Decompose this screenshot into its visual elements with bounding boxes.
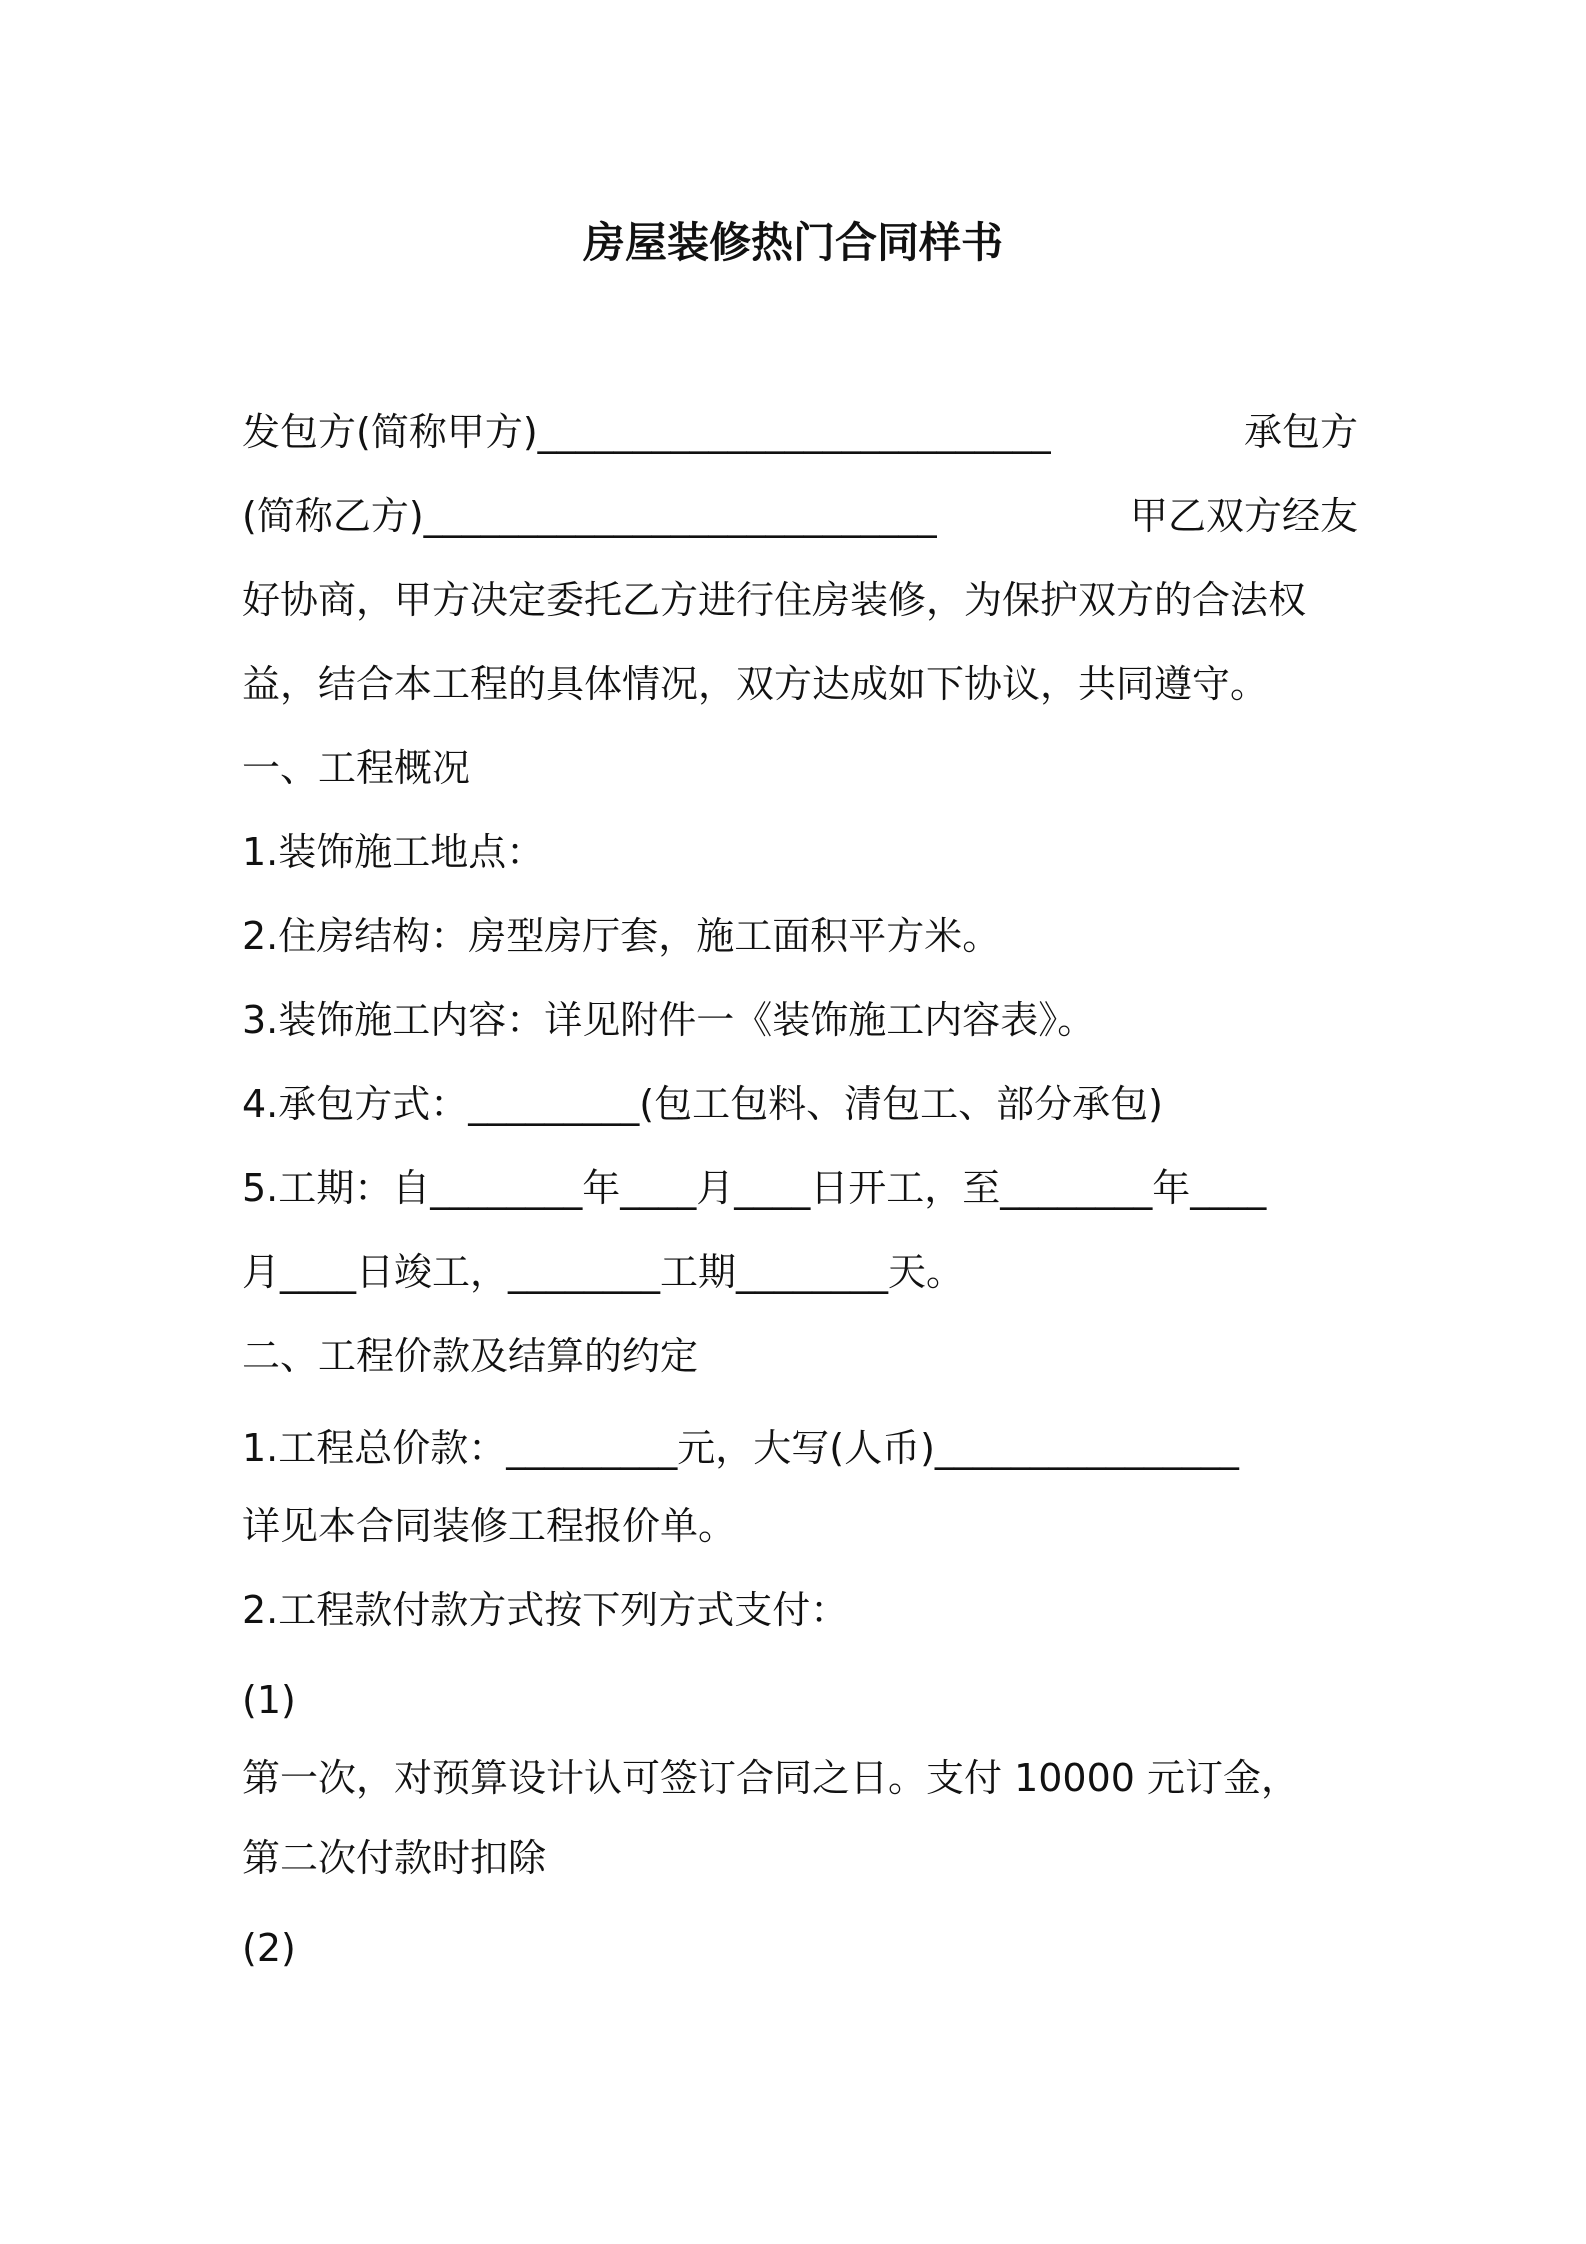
clause-line: 月____日竣工，________工期________天。 — [242, 1250, 965, 1294]
clause-line: 1.工程总价款：_________元，大写(人币)________________ — [242, 1426, 1239, 1470]
party-b-line — [242, 490, 1358, 542]
clause-line: 1.装饰施工地点： — [242, 830, 545, 874]
intro-line: 益，结合本工程的具体情况，双方达成如下协议，共同遵守。 — [242, 662, 1269, 706]
clause-line: 4.承包方式：_________(包工包料、清包工、部分承包) — [242, 1082, 1163, 1126]
clause-line: 2.住房结构：房型房厅套，施工面积平方米。 — [242, 914, 1001, 958]
party-a-line — [242, 406, 1358, 458]
party-a-label: 发包方(简称甲方)___________________________ — [242, 410, 1051, 454]
clause-line: 2.工程款付款方式按下列方式支付： — [242, 1588, 849, 1632]
clause-line: (2) — [242, 1926, 296, 1970]
party-b-label: (简称乙方)___________________________ — [242, 494, 937, 538]
clause-line: (1) — [242, 1678, 296, 1722]
clause-line: 3.装饰施工内容：详见附件一《装饰施工内容表》。 — [242, 998, 1096, 1042]
clause-line: 详见本合同装修工程报价单。 — [242, 1504, 737, 1548]
section-heading: 二、工程价款及结算的约定 — [242, 1334, 699, 1378]
agreement-lead-text: 甲乙双方经友 — [1129, 494, 1358, 538]
intro-line: 好协商，甲方决定委托乙方进行住房装修，为保护双方的合法权 — [242, 578, 1307, 622]
clause-line: 第一次，对预算设计认可签订合同之日。支付 10000 元订金， — [242, 1756, 1300, 1800]
document-title: 房屋装修热门合同样书 — [582, 218, 1003, 267]
clause-line: 5.工期：自________年____月____日开工，至________年____ — [242, 1166, 1267, 1210]
clause-line: 第二次付款时扣除 — [242, 1836, 547, 1880]
contractor-label: 承包方 — [1243, 410, 1358, 454]
section-heading: 一、工程概况 — [242, 746, 471, 790]
